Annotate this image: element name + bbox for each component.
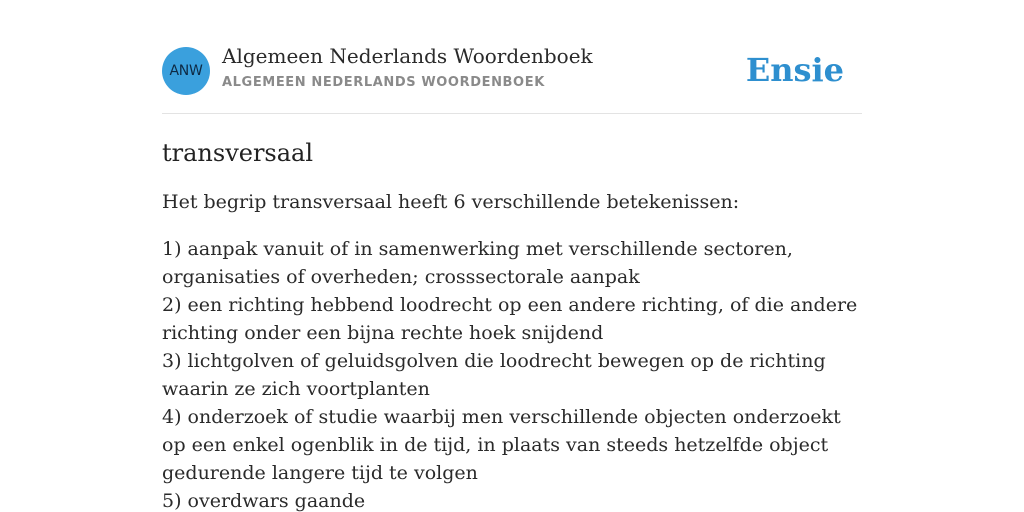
entry-term: transversaal bbox=[162, 139, 314, 167]
definition-item: 5) overdwars gaande bbox=[162, 490, 366, 512]
entry-intro: Het begrip transversaal heeft 6 verschillende betekenissen: bbox=[162, 191, 740, 213]
definition-item: 4) onderzoek of studie waarbij men verschillende objecten onderzoekt op een enkel ogenblik in de tijd, in plaats van steeds hetzelfde object gedurende langere tijd te volgen bbox=[162, 406, 841, 484]
source-logo[interactable]: ANW bbox=[162, 47, 210, 95]
entry-content bbox=[162, 136, 862, 512]
site-header bbox=[162, 0, 862, 114]
source-title[interactable]: Algemeen Nederlands Woordenboek bbox=[222, 44, 593, 68]
definition-list bbox=[162, 235, 862, 512]
brand-logo[interactable]: Ensie bbox=[745, 51, 844, 89]
definition-item: 3) lichtgolven of geluidsgolven die loodrecht bewegen op de richting waarin ze zich voortplanten bbox=[162, 350, 826, 400]
definition-item: 1) aanpak vanuit of in samenwerking met verschillende sectoren, organisaties of overheden; crosssectorale aanpak bbox=[162, 238, 793, 288]
source-subtitle: ALGEMEEN NEDERLANDS WOORDENBOEK bbox=[222, 75, 545, 90]
definition-item: 2) een richting hebbend loodrecht op een andere richting, of die andere richting onder een bijna rechte hoek snijdend bbox=[162, 294, 858, 344]
